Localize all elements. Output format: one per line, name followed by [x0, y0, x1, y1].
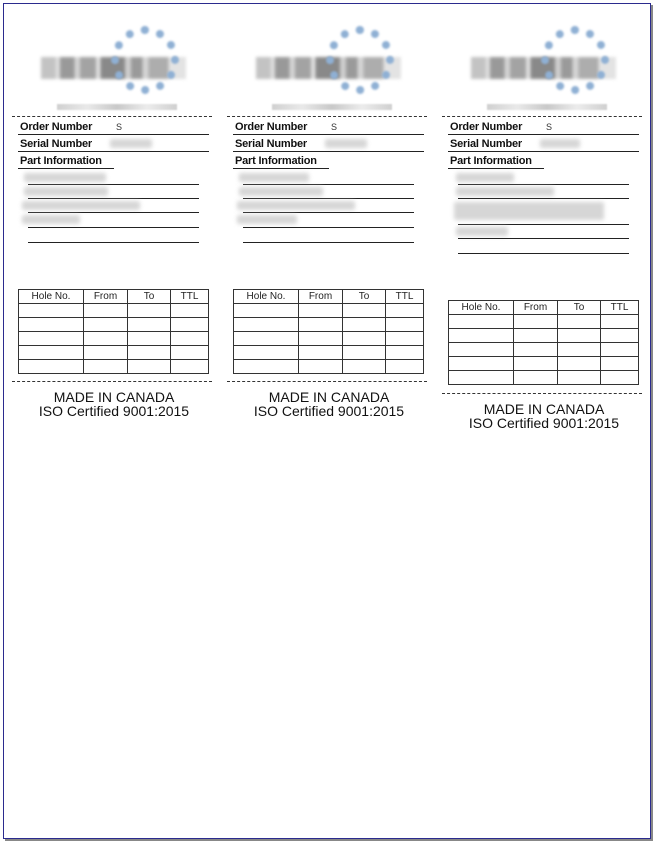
table-row: [234, 346, 424, 360]
table-cell: [449, 315, 514, 329]
table-cell: [171, 346, 209, 360]
separator: [442, 393, 642, 394]
ttl-header: TTL: [386, 290, 424, 304]
table-row: [234, 318, 424, 332]
table-row: [19, 304, 209, 318]
table-cell: [558, 357, 601, 371]
part-info-line-redacted: [22, 215, 80, 224]
table-cell: [299, 332, 343, 346]
table-cell: [601, 329, 639, 343]
serial-number-value-redacted: [540, 139, 580, 148]
table-cell: [84, 304, 128, 318]
table-cell: [171, 332, 209, 346]
iso-certified-text: ISO Certified 9001:2015: [38, 403, 190, 419]
part-info-line: [243, 198, 414, 199]
table-cell: [514, 329, 558, 343]
table-cell: [558, 343, 601, 357]
company-logo: [13, 16, 183, 106]
table-cell: [171, 360, 209, 374]
table-cell: [449, 357, 514, 371]
table-cell: [558, 371, 601, 385]
table-cell: [128, 332, 171, 346]
table-row: [234, 360, 424, 374]
part-info-line: [458, 238, 629, 239]
order-number-underline: [18, 134, 209, 135]
serial-number-label: Serial Number: [450, 138, 522, 150]
part-information-label: Part Information: [450, 155, 532, 167]
table-cell: [343, 304, 386, 318]
logo-ring-icon: [326, 26, 394, 94]
part-info-line: [28, 242, 199, 243]
table-cell: [19, 332, 84, 346]
table-cell: [19, 346, 84, 360]
table-cell: [514, 371, 558, 385]
part-information-label: Part Information: [20, 155, 102, 167]
table-cell: [299, 360, 343, 374]
table-cell: [343, 346, 386, 360]
order-number-label: Order Number: [20, 121, 93, 133]
made-in-canada-text: MADE IN CANADA: [268, 389, 390, 405]
table-row: [19, 346, 209, 360]
from-header: From: [299, 290, 343, 304]
logo-ring-icon: [111, 26, 179, 94]
table-cell: [128, 360, 171, 374]
table-cell: [19, 304, 84, 318]
table-cell: [386, 304, 424, 318]
table-cell: [449, 371, 514, 385]
table-cell: [343, 318, 386, 332]
serial-number-underline: [448, 151, 639, 152]
table-row: [19, 360, 209, 374]
iso-certified-text: ISO Certified 9001:2015: [468, 415, 620, 431]
table-cell: [84, 332, 128, 346]
part-info-line: [243, 227, 414, 228]
hole-no-header: Hole No.: [19, 290, 84, 304]
part-info-line-redacted: [456, 173, 514, 182]
table-row: [19, 332, 209, 346]
from-header: From: [84, 290, 128, 304]
separator: [227, 116, 427, 117]
table-cell: [343, 332, 386, 346]
logo-ring-icon: [541, 26, 609, 94]
table-cell: [19, 360, 84, 374]
ttl-header: TTL: [171, 290, 209, 304]
serial-number-value-redacted: [110, 139, 152, 148]
table-cell: [234, 318, 299, 332]
order-number-label: Order Number: [235, 121, 308, 133]
part-info-line-redacted: [237, 215, 297, 224]
table-cell: [343, 360, 386, 374]
part-info-line: [243, 184, 414, 185]
part-info-line: [458, 184, 629, 185]
to-header: To: [343, 290, 386, 304]
table-cell: [514, 315, 558, 329]
part-info-line: [458, 253, 629, 254]
hole-table: [233, 289, 424, 374]
table-row: [234, 332, 424, 346]
table-cell: [386, 360, 424, 374]
part-info-line-redacted: [456, 227, 508, 236]
part-info-line: [458, 198, 629, 199]
table-cell: [299, 304, 343, 318]
table-cell: [386, 332, 424, 346]
table-cell: [601, 371, 639, 385]
serial-number-underline: [18, 151, 209, 152]
part-info-line: [28, 227, 199, 228]
table-cell: [299, 346, 343, 360]
serial-number-value-redacted: [325, 139, 367, 148]
made-in-canada-text: MADE IN CANADA: [483, 401, 605, 417]
to-header: To: [558, 301, 601, 315]
table-row: [449, 371, 639, 385]
ttl-header: TTL: [601, 301, 639, 315]
part-info-line-redacted: [22, 201, 140, 210]
part-info-line-redacted: [454, 202, 604, 220]
hole-table-header: [449, 301, 639, 315]
part-info-line: [28, 212, 199, 213]
part-information-underline: [18, 168, 114, 169]
order-number-value: S: [116, 122, 123, 132]
table-cell: [299, 318, 343, 332]
table-cell: [84, 318, 128, 332]
table-cell: [449, 329, 514, 343]
part-info-line-redacted: [239, 173, 309, 182]
hole-table-header: [19, 290, 209, 304]
part-info-line-redacted: [237, 201, 355, 210]
table-cell: [234, 332, 299, 346]
order-number-underline: [448, 134, 639, 135]
logo-tagline-blurred: [487, 104, 607, 110]
table-row: [234, 304, 424, 318]
part-info-line: [28, 184, 199, 185]
table-cell: [171, 304, 209, 318]
part-info-line: [243, 242, 414, 243]
hole-table-header: [234, 290, 424, 304]
order-number-label: Order Number: [450, 121, 523, 133]
order-number-value: S: [331, 122, 338, 132]
table-row: [449, 357, 639, 371]
hole-no-header: Hole No.: [234, 290, 299, 304]
logo-tagline-blurred: [272, 104, 392, 110]
table-cell: [84, 346, 128, 360]
table-cell: [128, 346, 171, 360]
table-cell: [84, 360, 128, 374]
table-cell: [601, 315, 639, 329]
separator: [12, 381, 212, 382]
part-information-underline: [233, 168, 329, 169]
table-cell: [558, 329, 601, 343]
table-cell: [234, 346, 299, 360]
part-info-line: [458, 224, 629, 225]
table-cell: [234, 304, 299, 318]
serial-number-label: Serial Number: [235, 138, 307, 150]
logo-tagline-blurred: [57, 104, 177, 110]
table-cell: [601, 343, 639, 357]
table-cell: [449, 343, 514, 357]
separator: [227, 381, 427, 382]
part-info-line-redacted: [24, 187, 108, 196]
table-cell: [128, 304, 171, 318]
table-cell: [19, 318, 84, 332]
order-number-value: S: [546, 122, 553, 132]
table-row: [449, 315, 639, 329]
part-info-line-redacted: [456, 187, 554, 196]
part-info-line: [28, 198, 199, 199]
serial-number-underline: [233, 151, 424, 152]
table-cell: [386, 318, 424, 332]
part-information-underline: [448, 168, 544, 169]
iso-certified-text: ISO Certified 9001:2015: [253, 403, 405, 419]
part-info-line-redacted: [24, 173, 106, 182]
table-cell: [514, 357, 558, 371]
table-cell: [514, 343, 558, 357]
from-header: From: [514, 301, 558, 315]
table-cell: [171, 318, 209, 332]
made-in-canada-text: MADE IN CANADA: [53, 389, 175, 405]
table-cell: [386, 346, 424, 360]
separator: [442, 116, 642, 117]
hole-table: [448, 300, 639, 385]
table-cell: [128, 318, 171, 332]
table-cell: [558, 315, 601, 329]
to-header: To: [128, 290, 171, 304]
table-cell: [601, 357, 639, 371]
serial-number-label: Serial Number: [20, 138, 92, 150]
order-number-underline: [233, 134, 424, 135]
part-information-label: Part Information: [235, 155, 317, 167]
table-cell: [234, 360, 299, 374]
part-info-line: [243, 212, 414, 213]
table-row: [19, 318, 209, 332]
table-row: [449, 329, 639, 343]
part-info-line-redacted: [239, 187, 323, 196]
table-row: [449, 343, 639, 357]
hole-table: [18, 289, 209, 374]
company-logo: [228, 16, 398, 106]
company-logo: [443, 16, 613, 106]
separator: [12, 116, 212, 117]
hole-no-header: Hole No.: [449, 301, 514, 315]
